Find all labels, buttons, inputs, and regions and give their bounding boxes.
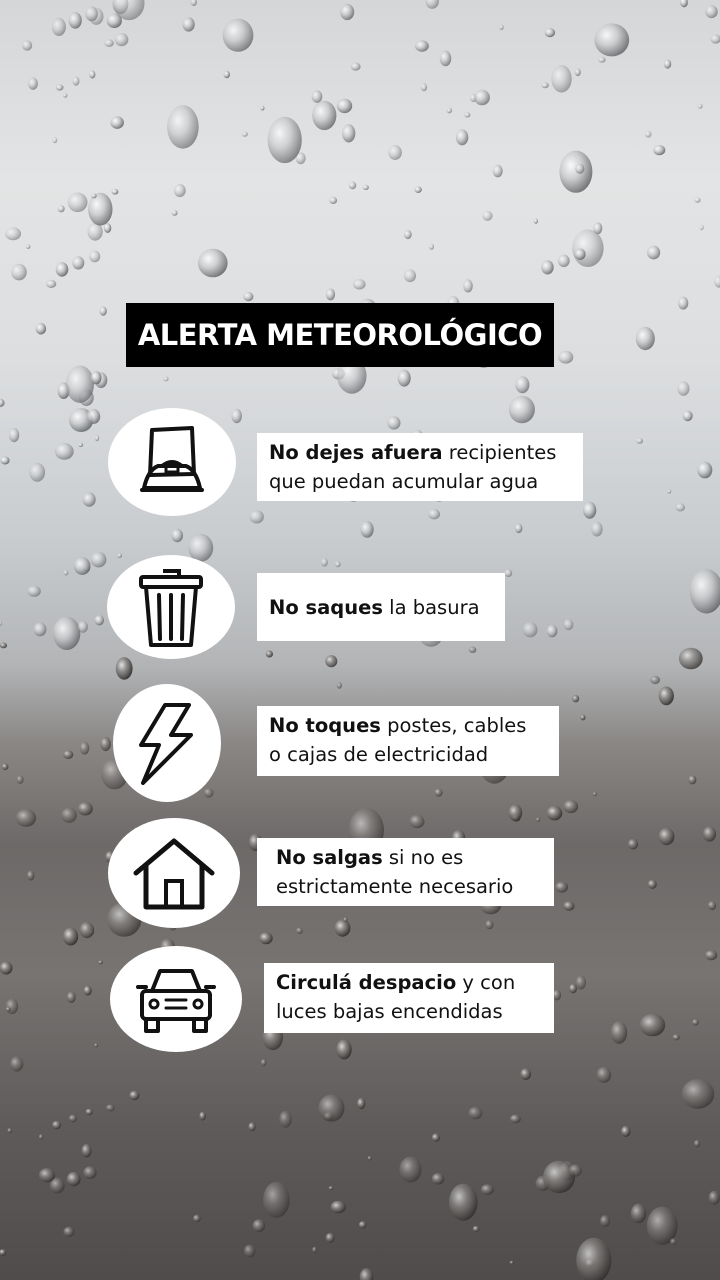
raindrop bbox=[58, 205, 65, 212]
raindrop bbox=[351, 63, 361, 71]
raindrop bbox=[312, 1247, 317, 1253]
raindrop bbox=[268, 117, 302, 163]
raindrop bbox=[368, 1156, 372, 1160]
raindrop bbox=[91, 193, 97, 198]
raindrop bbox=[398, 370, 411, 387]
raindrop bbox=[183, 17, 195, 31]
raindrop bbox=[709, 1191, 720, 1205]
raindrop bbox=[575, 69, 581, 77]
raindrop bbox=[621, 1126, 630, 1137]
raindrop bbox=[342, 124, 355, 142]
raindrop bbox=[583, 502, 596, 519]
raindrop bbox=[63, 928, 78, 946]
raindrop bbox=[547, 806, 563, 821]
lightning-icon-badge bbox=[113, 684, 221, 802]
raindrop bbox=[509, 396, 535, 424]
raindrop bbox=[456, 129, 468, 145]
raindrop bbox=[569, 1164, 582, 1176]
raindrop bbox=[5, 227, 21, 240]
raindrop bbox=[708, 901, 716, 910]
raindrop bbox=[0, 643, 7, 649]
tip-5-rest: y con bbox=[456, 971, 516, 994]
raindrop bbox=[36, 323, 46, 335]
raindrop bbox=[648, 880, 657, 889]
raindrop bbox=[73, 76, 80, 85]
raindrop bbox=[711, 34, 720, 43]
tip-4-rest: si no es bbox=[382, 846, 464, 869]
raindrop bbox=[515, 524, 522, 534]
raindrop bbox=[447, 108, 452, 114]
raindrop bbox=[337, 682, 342, 688]
raindrop bbox=[53, 137, 58, 143]
raindrop bbox=[572, 695, 579, 702]
raindrop bbox=[505, 569, 513, 577]
raindrop bbox=[312, 90, 323, 103]
raindrop bbox=[52, 18, 66, 36]
tip-2-bold: No saques bbox=[269, 595, 383, 619]
raindrop bbox=[510, 1261, 514, 1265]
raindrop bbox=[325, 655, 337, 667]
raindrop bbox=[204, 788, 214, 798]
raindrop bbox=[263, 1182, 290, 1218]
raindrop bbox=[700, 225, 704, 230]
raindrop bbox=[72, 256, 84, 269]
raindrop bbox=[464, 112, 470, 117]
raindrop bbox=[569, 984, 577, 994]
raindrop bbox=[22, 40, 32, 50]
tip-2-rest: la basura bbox=[382, 595, 480, 619]
raindrop bbox=[678, 381, 690, 396]
raindrop bbox=[67, 992, 76, 1003]
raindrop bbox=[563, 901, 574, 911]
raindrop bbox=[112, 189, 119, 195]
raindrop bbox=[326, 1233, 335, 1243]
raindrop bbox=[46, 280, 56, 288]
raindrop bbox=[640, 1014, 665, 1037]
raindrop bbox=[598, 57, 605, 63]
raindrop bbox=[260, 106, 264, 111]
tip-3-line2: o cajas de electricidad bbox=[269, 743, 489, 766]
raindrop bbox=[670, 1238, 676, 1245]
raindrop bbox=[167, 105, 199, 149]
raindrop bbox=[2, 763, 9, 770]
tip-card-2 bbox=[257, 573, 505, 641]
raindrop bbox=[468, 1107, 482, 1120]
raindrop bbox=[593, 792, 597, 796]
raindrop bbox=[659, 687, 674, 706]
raindrop bbox=[515, 376, 529, 393]
raindrop bbox=[545, 28, 555, 37]
raindrop bbox=[628, 839, 638, 850]
raindrop bbox=[493, 165, 503, 178]
raindrop bbox=[415, 40, 429, 51]
raindrop bbox=[86, 1109, 93, 1115]
raindrop bbox=[89, 251, 100, 263]
raindrop bbox=[694, 1140, 700, 1147]
raindrop bbox=[359, 1221, 367, 1228]
raindrop bbox=[174, 184, 186, 197]
raindrop bbox=[0, 621, 2, 626]
raindrop bbox=[0, 399, 5, 407]
raindrop bbox=[64, 1227, 75, 1237]
raindrop bbox=[94, 1043, 98, 1047]
raindrop bbox=[9, 428, 19, 442]
raindrop bbox=[224, 71, 230, 78]
raindrop bbox=[541, 260, 553, 274]
raindrop bbox=[91, 552, 107, 568]
raindrop bbox=[680, 0, 688, 7]
raindrop bbox=[499, 25, 504, 30]
raindrop bbox=[631, 1204, 646, 1224]
house-icon bbox=[132, 831, 216, 915]
raindrop bbox=[559, 151, 592, 193]
raindrop bbox=[198, 249, 228, 278]
raindrop bbox=[52, 1121, 61, 1130]
raindrop bbox=[85, 6, 98, 21]
bucket-icon bbox=[130, 420, 214, 504]
raindrop bbox=[697, 462, 712, 479]
raindrop bbox=[242, 132, 248, 137]
tip-1-line2: que puedan acumular agua bbox=[269, 470, 539, 493]
raindrop bbox=[0, 962, 13, 975]
raindrop bbox=[399, 1157, 421, 1183]
raindrop bbox=[363, 185, 369, 190]
raindrop bbox=[645, 131, 652, 138]
raindrop bbox=[564, 619, 574, 630]
raindrop bbox=[434, 789, 442, 797]
raindrop bbox=[692, 1019, 699, 1026]
raindrop bbox=[129, 1091, 139, 1100]
raindrop bbox=[576, 976, 586, 990]
raindrop bbox=[694, 198, 700, 203]
tip-card-5 bbox=[264, 963, 554, 1033]
raindrop bbox=[115, 33, 129, 46]
tip-3-bold: No toques bbox=[269, 714, 381, 737]
raindrop bbox=[82, 1144, 92, 1157]
raindrop bbox=[104, 39, 113, 47]
raindrop bbox=[89, 70, 95, 78]
raindrop bbox=[404, 269, 416, 282]
raindrop bbox=[576, 1238, 611, 1280]
car-icon-badge bbox=[110, 946, 242, 1052]
raindrop bbox=[6, 1007, 11, 1012]
raindrop bbox=[349, 182, 356, 190]
raindrop bbox=[510, 1115, 521, 1124]
raindrop bbox=[337, 1039, 352, 1059]
raindrop bbox=[676, 503, 685, 511]
tip-3-rest: postes, cables bbox=[380, 714, 527, 737]
tip-card-1 bbox=[257, 433, 583, 501]
raindrop bbox=[63, 93, 67, 97]
raindrop bbox=[69, 1115, 77, 1123]
raindrop bbox=[78, 802, 93, 816]
raindrop bbox=[659, 828, 675, 845]
raindrop bbox=[575, 249, 586, 260]
raindrop bbox=[29, 463, 45, 482]
raindrop bbox=[683, 411, 693, 422]
raindrop bbox=[69, 12, 82, 29]
trash-can-icon bbox=[129, 565, 213, 649]
raindrop bbox=[232, 409, 242, 423]
raindrop bbox=[326, 288, 335, 300]
raindrop bbox=[171, 529, 183, 543]
raindrop bbox=[296, 927, 303, 934]
tip-4-line2: estrictamente necesario bbox=[276, 875, 514, 898]
raindrop bbox=[481, 1184, 494, 1195]
tip-card-4 bbox=[257, 838, 554, 906]
raindrop bbox=[509, 804, 523, 821]
raindrop bbox=[690, 569, 720, 614]
raindrop bbox=[357, 1098, 365, 1109]
raindrop bbox=[95, 615, 104, 625]
raindrop bbox=[78, 621, 88, 633]
raindrop bbox=[7, 1128, 12, 1133]
raindrop bbox=[688, 775, 696, 784]
raindrop bbox=[523, 622, 538, 637]
raindrop bbox=[250, 510, 264, 523]
raindrop bbox=[279, 1111, 291, 1128]
raindrop bbox=[63, 570, 68, 576]
raindrop bbox=[449, 1184, 478, 1221]
raindrop bbox=[80, 742, 89, 755]
alert-title: ALERTA METEOROLÓGICO bbox=[126, 303, 554, 367]
raindrop bbox=[331, 1201, 346, 1213]
raindrop bbox=[199, 1112, 205, 1121]
raindrop bbox=[636, 327, 655, 350]
raindrop bbox=[117, 553, 122, 558]
raindrop bbox=[39, 1168, 55, 1182]
raindrop bbox=[163, 376, 169, 381]
raindrop bbox=[39, 1134, 43, 1139]
raindrop bbox=[223, 19, 254, 52]
raindrop bbox=[678, 297, 688, 310]
raindrop bbox=[705, 950, 717, 960]
raindrop bbox=[99, 960, 103, 964]
raindrop bbox=[600, 1215, 610, 1227]
raindrop bbox=[84, 986, 92, 996]
raindrop bbox=[87, 409, 100, 424]
raindrop bbox=[191, 0, 197, 6]
raindrop bbox=[100, 737, 111, 751]
raindrop bbox=[428, 509, 440, 519]
raindrop bbox=[335, 920, 351, 937]
raindrop bbox=[329, 197, 337, 204]
raindrop bbox=[319, 1095, 345, 1122]
raindrop bbox=[485, 920, 493, 929]
raindrop bbox=[78, 443, 83, 447]
raindrop bbox=[404, 230, 412, 239]
raindrop bbox=[6, 999, 18, 1015]
house-icon-badge bbox=[108, 818, 240, 928]
raindrop bbox=[580, 715, 585, 721]
raindrop bbox=[636, 438, 643, 444]
tip-4-bold: No salgas bbox=[276, 846, 383, 869]
raindrop bbox=[426, 0, 439, 9]
raindrop bbox=[312, 101, 336, 130]
raindrop bbox=[703, 826, 716, 841]
raindrop bbox=[67, 1172, 81, 1186]
raindrop bbox=[83, 1166, 96, 1179]
raindrop bbox=[429, 244, 434, 250]
raindrop bbox=[705, 5, 717, 18]
raindrop bbox=[55, 443, 74, 460]
raindrop bbox=[66, 366, 94, 403]
raindrop bbox=[551, 65, 571, 93]
raindrop bbox=[597, 1067, 612, 1083]
raindrop bbox=[360, 1268, 374, 1280]
raindrop bbox=[667, 489, 671, 493]
tip-5-bold: Circulá despacio bbox=[276, 971, 457, 994]
raindrop bbox=[243, 292, 253, 301]
raindrop bbox=[432, 1173, 444, 1184]
raindrop bbox=[16, 809, 36, 827]
raindrop bbox=[83, 492, 96, 506]
raindrop bbox=[650, 676, 660, 684]
raindrop bbox=[647, 246, 660, 260]
raindrop bbox=[469, 647, 477, 653]
raindrop bbox=[106, 1104, 115, 1111]
raindrop bbox=[0, 1249, 6, 1256]
raindrop bbox=[543, 1161, 575, 1193]
raindrop bbox=[27, 870, 34, 880]
raindrop bbox=[74, 557, 91, 575]
raindrop bbox=[575, 164, 584, 174]
raindrop bbox=[474, 90, 490, 106]
raindrop bbox=[591, 522, 602, 537]
tip-card-3 bbox=[257, 706, 559, 776]
raindrop bbox=[558, 254, 570, 267]
raindrop bbox=[88, 193, 112, 226]
lightning-icon bbox=[125, 701, 209, 785]
raindrop bbox=[259, 932, 272, 944]
raindrop bbox=[100, 306, 107, 315]
raindrop bbox=[415, 186, 422, 193]
raindrop bbox=[653, 145, 665, 155]
raindrop bbox=[26, 245, 31, 249]
tip-5-line2: luces bajas encendidas bbox=[276, 1000, 503, 1023]
raindrop bbox=[266, 651, 273, 658]
raindrop bbox=[541, 82, 548, 88]
raindrop bbox=[56, 84, 64, 90]
raindrop bbox=[111, 116, 124, 129]
raindrop bbox=[244, 1245, 255, 1258]
raindrop bbox=[482, 211, 492, 221]
raindrop bbox=[664, 59, 671, 68]
raindrop bbox=[679, 648, 703, 670]
car-icon bbox=[134, 957, 218, 1041]
raindrop bbox=[463, 279, 473, 292]
raindrop bbox=[116, 657, 133, 680]
raindrop bbox=[410, 815, 425, 829]
bucket-icon-badge bbox=[108, 408, 236, 516]
raindrop bbox=[91, 371, 102, 384]
raindrop bbox=[387, 416, 400, 429]
raindrop bbox=[673, 1034, 680, 1040]
raindrop bbox=[248, 1122, 255, 1131]
raindrop bbox=[253, 1219, 265, 1232]
raindrop bbox=[95, 435, 99, 441]
raindrop bbox=[17, 775, 24, 784]
raindrop bbox=[68, 193, 88, 213]
tip-1-bold: No dejes afuera bbox=[269, 441, 443, 464]
raindrop bbox=[11, 264, 27, 281]
raindrop bbox=[321, 558, 328, 567]
raindrop bbox=[555, 882, 568, 893]
raindrop bbox=[547, 625, 558, 638]
raindrop bbox=[104, 223, 111, 233]
raindrop bbox=[536, 818, 540, 822]
raindrop bbox=[698, 104, 703, 109]
raindrop bbox=[682, 1079, 715, 1109]
raindrop bbox=[63, 750, 73, 759]
raindrop bbox=[172, 210, 178, 216]
raindrop bbox=[534, 218, 538, 223]
raindrop bbox=[10, 1056, 23, 1071]
raindrop bbox=[440, 51, 451, 67]
raindrop bbox=[611, 1021, 627, 1044]
raindrop bbox=[353, 279, 366, 289]
raindrop bbox=[340, 4, 354, 20]
raindrop bbox=[361, 521, 374, 538]
raindrop bbox=[473, 1226, 480, 1232]
raindrop bbox=[61, 808, 77, 823]
raindrop bbox=[56, 262, 69, 277]
raindrop bbox=[388, 145, 402, 160]
raindrop bbox=[329, 1186, 334, 1190]
raindrop bbox=[337, 99, 352, 113]
raindrop bbox=[572, 229, 603, 267]
raindrop bbox=[343, 917, 347, 922]
raindrop bbox=[34, 622, 47, 636]
raindrop bbox=[714, 276, 720, 288]
raindrop bbox=[80, 922, 94, 938]
raindrop bbox=[27, 586, 40, 597]
trash-can-icon-badge bbox=[107, 555, 235, 659]
raindrop bbox=[193, 1215, 201, 1223]
raindrop bbox=[0, 457, 9, 465]
raindrop bbox=[53, 617, 80, 650]
raindrop bbox=[520, 1068, 531, 1080]
raindrop bbox=[28, 77, 38, 89]
raindrop bbox=[421, 83, 427, 91]
raindrop bbox=[563, 800, 578, 813]
raindrop bbox=[558, 351, 573, 364]
raindrop bbox=[261, 1059, 267, 1066]
raindrop bbox=[594, 23, 629, 56]
raindrop bbox=[335, 561, 341, 567]
raindrop bbox=[432, 1133, 440, 1141]
tip-1-rest: recipientes bbox=[442, 441, 557, 464]
